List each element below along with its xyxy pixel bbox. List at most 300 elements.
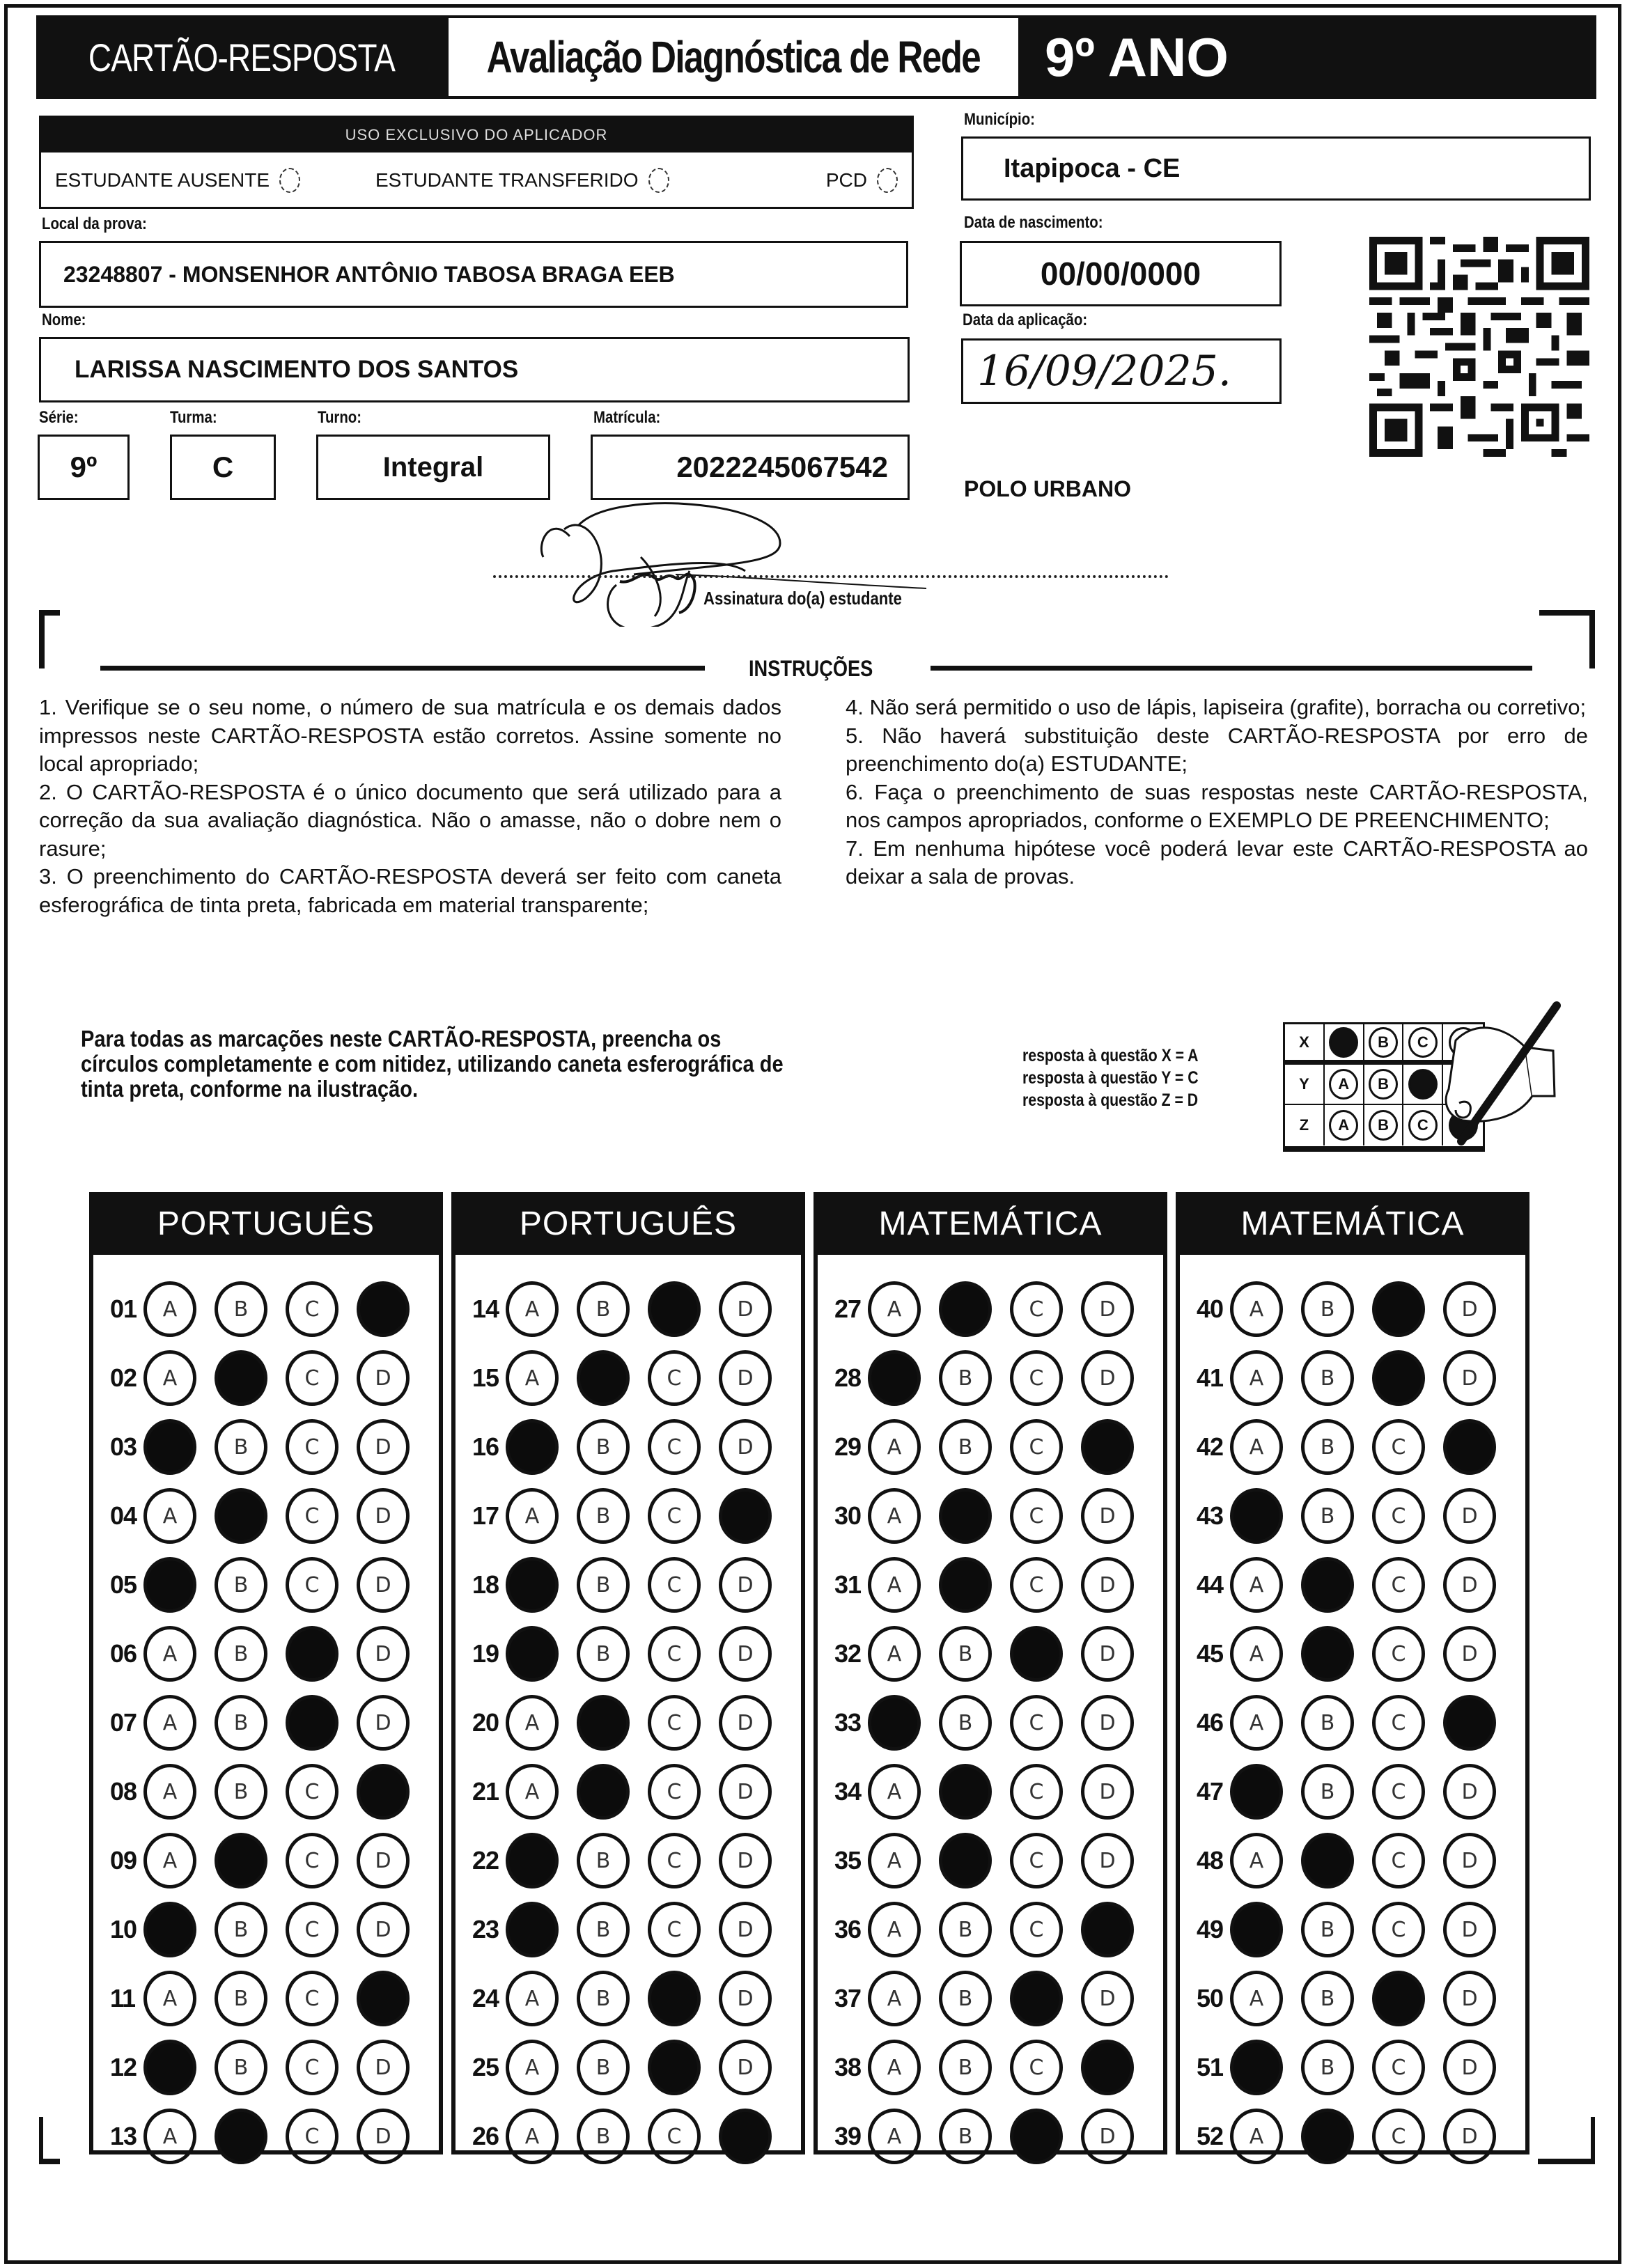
local-field [39,241,908,308]
answer-bubble-filled[interactable] [506,1833,559,1888]
answer-bubble[interactable]: D [1443,2109,1496,2164]
answer-bubble[interactable]: C [1372,1695,1425,1751]
answer-row [1180,2033,1525,2102]
answer-bubble-filled[interactable] [1230,1488,1283,1544]
answer-bubble[interactable]: D [357,2040,410,2095]
question-number: 18 [472,1570,499,1599]
answer-bubble[interactable]: D [1443,2040,1496,2095]
answer-bubble-filled[interactable] [1081,2040,1134,2095]
answer-bubble-filled[interactable] [1081,1419,1134,1475]
answer-bubble-filled[interactable] [286,1626,338,1682]
answer-bubble[interactable]: A [868,1833,921,1888]
answer-bubble-filled[interactable] [577,1695,630,1751]
question-number: 36 [834,1915,862,1944]
answer-bubble-filled[interactable] [215,1488,267,1544]
enrollment-label: Matrícula: [593,408,661,427]
applicator-box [39,116,914,209]
signature-line[interactable] [493,575,1169,578]
answer-bubble-filled[interactable] [1010,2109,1063,2164]
answer-bubble[interactable]: A [1230,2109,1283,2164]
answer-bubble[interactable]: D [1443,1971,1496,2026]
signature-label: Assinatura do(a) estudante [703,588,902,609]
grade-value: 9º [70,451,98,483]
example-bubble: C [1408,1027,1438,1058]
answer-bubble[interactable]: A [506,1695,559,1751]
answer-bubble[interactable]: A [143,1281,196,1337]
answer-bubble[interactable]: B [215,1971,267,2026]
answer-bubble[interactable]: C [1372,1833,1425,1888]
answer-bubble[interactable]: D [357,1902,410,1957]
instruction-item: 3. O preenchimento do CARTÃO-RESPOSTA deverá ser feito com caneta esferográfica de tinta preta, fabricada em material transparente; [39,864,781,917]
answer-bubble-filled[interactable] [143,2040,196,2095]
question-number: 35 [834,1846,862,1875]
answer-bubble[interactable]: B [215,1626,267,1682]
answer-bubble[interactable]: C [286,1488,338,1544]
answer-bubble[interactable]: D [357,1695,410,1751]
answer-bubble-filled[interactable] [506,1902,559,1957]
question-number: 52 [1197,2122,1224,2150]
municipio-label: Município: [964,110,1035,129]
answer-bubble[interactable]: B [577,1419,630,1475]
answer-bubble[interactable]: D [357,2109,410,2164]
corner-mark-bottom-right-h [1538,2159,1595,2164]
answer-column-1 [89,1246,443,2154]
answer-bubble[interactable]: C [1010,1902,1063,1957]
answer-column-3 [814,1246,1167,2154]
answer-bubble[interactable]: C [648,1488,701,1544]
answer-bubble[interactable]: B [939,1695,992,1751]
answer-bubble[interactable]: D [1081,1971,1134,2026]
answer-bubble[interactable]: C [1372,1419,1425,1475]
answer-bubble[interactable]: A [868,1764,921,1820]
answer-bubble[interactable]: A [506,1488,559,1544]
answer-bubble-filled[interactable] [357,1971,410,2026]
answer-bubble[interactable]: C [286,1281,338,1337]
answer-row [818,1412,1163,1482]
answer-bubble[interactable]: D [1443,1557,1496,1613]
answer-bubble[interactable]: D [1081,1695,1134,1751]
answer-bubble[interactable]: B [939,1626,992,1682]
answer-bubble[interactable]: C [648,2109,701,2164]
answer-row [93,1481,439,1551]
answer-bubble-filled[interactable] [939,1833,992,1888]
question-number: 50 [1197,1984,1224,2012]
answer-bubble[interactable]: C [1372,1902,1425,1957]
answer-row [1180,2102,1525,2171]
answer-bubble-filled[interactable] [506,1557,559,1613]
answer-bubble[interactable]: C [286,1902,338,1957]
application-date-value: 16/09/2025. [977,347,1231,396]
assessment-title-box [449,18,1018,96]
question-number: 06 [110,1639,137,1668]
answer-bubble[interactable]: C [648,1419,701,1475]
answer-row [1180,1343,1525,1413]
answer-bubble[interactable]: C [1010,1764,1063,1820]
answer-bubble[interactable]: D [1081,1557,1134,1613]
answer-bubble[interactable]: D [719,1764,772,1820]
answer-bubble[interactable]: A [1230,1557,1283,1613]
answer-bubble[interactable]: B [939,1902,992,1957]
answer-bubble[interactable]: C [648,1350,701,1406]
application-date-label: Data da aplicação: [963,311,1088,329]
answer-bubble[interactable]: B [1301,1419,1354,1475]
answer-bubble[interactable]: D [357,1419,410,1475]
enrollment-value: 2022245067542 [676,451,888,483]
answer-bubble-filled[interactable] [1010,1971,1063,2026]
answer-bubble[interactable]: B [1301,1764,1354,1820]
answer-bubble[interactable]: D [1081,1764,1134,1820]
instruction-item: 5. Não haverá substituição deste CARTÃO-RESPOSTA por erro de preenchimento do(a) ESTUDANTE; [846,723,1588,776]
answer-bubble[interactable]: C [1372,1557,1425,1613]
answer-row [93,1550,439,1620]
answer-bubble[interactable]: B [939,1350,992,1406]
answer-bubble[interactable]: D [357,1488,410,1544]
answer-bubble[interactable]: B [1301,2040,1354,2095]
answer-bubble[interactable]: A [506,1281,559,1337]
answer-bubble[interactable]: D [1081,1281,1134,1337]
answer-bubble-filled[interactable] [1230,1764,1283,1820]
answer-bubble[interactable]: C [648,1902,701,1957]
answer-bubble[interactable]: B [215,2040,267,2095]
answer-bubble[interactable]: B [577,1626,630,1682]
answer-bubble[interactable]: D [719,1350,772,1406]
answer-bubble[interactable]: C [648,1833,701,1888]
answer-bubble-filled[interactable] [1443,1419,1496,1475]
answer-bubble[interactable]: A [868,1488,921,1544]
answer-bubble-filled[interactable] [1301,2109,1354,2164]
answer-row [93,1895,439,1964]
answer-bubble-filled[interactable] [1301,1557,1354,1613]
answer-bubble[interactable]: D [357,1350,410,1406]
answer-bubble[interactable]: B [577,1281,630,1337]
answer-bubble[interactable]: A [868,1971,921,2026]
answer-bubble[interactable]: C [286,1971,338,2026]
answer-row [1180,1688,1525,1758]
answer-bubble[interactable]: B [215,1557,267,1613]
answer-bubble-filled[interactable] [939,1764,992,1820]
answer-bubble[interactable]: D [1081,2109,1134,2164]
answer-row [93,2102,439,2171]
answer-row [1180,1964,1525,2033]
answer-bubble[interactable]: D [357,1626,410,1682]
answer-bubble[interactable]: B [1301,1350,1354,1406]
fill-instructions: Para todas as marcações neste CARTÃO-RESPOSTA, preencha os círculos completamente e com nitidez, utilizando caneta esferográfica de tinta preta, conforme na ilustração. [81,1026,784,1102]
answer-row [456,1343,801,1413]
question-number: 24 [472,1984,499,2012]
answer-bubble-filled[interactable] [1372,1281,1425,1337]
answer-bubble[interactable]: A [868,1281,921,1337]
answer-bubble[interactable]: A [506,1764,559,1820]
answer-bubble[interactable]: C [286,1419,338,1475]
answer-row [1180,1481,1525,1551]
option-transferred[interactable] [375,168,793,193]
answer-bubble[interactable]: A [506,1350,559,1406]
answer-bubble-filled[interactable] [719,2109,772,2164]
answer-bubble-filled[interactable] [143,1419,196,1475]
name-value: LARISSA NASCIMENTO DOS SANTOS [75,356,519,383]
answer-bubble[interactable]: B [577,1902,630,1957]
option-pcd-bubble[interactable] [877,168,898,193]
answer-bubble[interactable]: B [577,2109,630,2164]
answer-bubble[interactable]: D [719,1557,772,1613]
answer-bubble-filled[interactable] [1301,1626,1354,1682]
answer-bubble[interactable]: D [1443,1833,1496,1888]
answer-bubble[interactable]: B [577,1488,630,1544]
question-number: 46 [1197,1708,1224,1737]
answer-bubble[interactable]: C [1010,1695,1063,1751]
corner-mark-bottom-left [39,2117,43,2163]
answer-bubble-filled[interactable] [868,1350,921,1406]
answer-row [93,1343,439,1413]
answer-bubble[interactable]: D [1443,1281,1496,1337]
question-number: 49 [1197,1915,1224,1944]
corner-mark-bottom-left-h [39,2159,60,2164]
question-number: 17 [472,1501,499,1530]
answer-row [456,1757,801,1827]
answer-bubble[interactable]: A [143,2109,196,2164]
answer-bubble[interactable]: C [286,1833,338,1888]
answer-bubble[interactable]: B [939,2040,992,2095]
answer-bubble[interactable]: C [648,1626,701,1682]
answer-bubble[interactable]: A [1230,1419,1283,1475]
answer-row [456,1550,801,1620]
answer-bubble[interactable]: B [1301,1488,1354,1544]
answer-bubble[interactable]: A [868,1902,921,1957]
question-number: 28 [834,1363,862,1392]
option-transferred-bubble[interactable] [648,168,669,193]
question-number: 33 [834,1708,862,1737]
answer-bubble[interactable]: D [1443,1488,1496,1544]
answer-bubble[interactable]: D [1081,1626,1134,1682]
answer-bubble[interactable]: A [868,2109,921,2164]
example-legend [1022,1045,1199,1111]
municipio-value: Itapipoca - CE [1004,153,1181,183]
applicator-title: USO EXCLUSIVO DO APLICADOR [41,118,912,152]
answer-bubble-filled[interactable] [357,1281,410,1337]
answer-bubble[interactable]: D [719,2040,772,2095]
answer-bubble[interactable]: A [1230,1971,1283,2026]
answer-bubble[interactable]: C [286,1764,338,1820]
answer-bubble[interactable]: D [1443,1350,1496,1406]
answer-bubble-filled[interactable] [143,1557,196,1613]
option-pcd[interactable] [826,168,898,193]
shift-label: Turno: [318,408,362,427]
answer-bubble[interactable]: D [1081,1833,1134,1888]
answer-row [818,2033,1163,2102]
answer-bubble[interactable]: C [1010,1419,1063,1475]
answer-bubble[interactable]: D [1443,1626,1496,1682]
answer-bubble[interactable]: B [1301,1281,1354,1337]
answer-bubble[interactable]: A [1230,1350,1283,1406]
answer-bubble[interactable]: B [577,1971,630,2026]
application-date-field[interactable] [961,338,1282,404]
answer-bubble[interactable]: C [286,2040,338,2095]
section-header-1: PORTUGUÊS [89,1192,443,1255]
answer-bubble-filled[interactable] [939,1281,992,1337]
answer-bubble[interactable]: A [143,1971,196,2026]
answer-bubble[interactable]: C [1010,2040,1063,2095]
answer-bubble-filled[interactable] [648,1971,701,2026]
answer-bubble[interactable]: C [648,1695,701,1751]
answer-bubble[interactable]: D [357,1833,410,1888]
answer-row [93,1688,439,1758]
answer-bubble[interactable]: C [1010,1488,1063,1544]
question-number: 16 [472,1432,499,1461]
question-number: 03 [110,1432,137,1461]
question-number: 12 [110,2053,137,2081]
answer-bubble-filled[interactable] [648,2040,701,2095]
answer-bubble-filled[interactable] [1372,1350,1425,1406]
answer-bubble[interactable]: A [506,2040,559,2095]
answer-bubble-filled[interactable] [1230,1902,1283,1957]
answer-bubble[interactable]: A [143,1764,196,1820]
answer-bubble-filled[interactable] [506,1626,559,1682]
answer-bubble[interactable]: C [1372,1764,1425,1820]
answer-bubble-filled[interactable] [215,1350,267,1406]
answer-bubble[interactable]: A [143,1488,196,1544]
answer-bubble[interactable]: C [1372,2040,1425,2095]
answer-bubble[interactable]: A [143,1626,196,1682]
qr-code-icon [1369,237,1589,457]
answer-bubble-filled[interactable] [215,2109,267,2164]
answer-bubble[interactable]: C [1010,1350,1063,1406]
answer-bubble[interactable]: D [1443,1764,1496,1820]
answer-bubble[interactable]: B [215,1902,267,1957]
example-bubble: B [1369,1027,1398,1058]
answer-bubble[interactable]: D [1081,1488,1134,1544]
answer-row [818,1619,1163,1689]
answer-bubble[interactable]: A [868,1626,921,1682]
answer-bubble[interactable]: A [868,1557,921,1613]
answer-bubble-filled[interactable] [577,1764,630,1820]
answer-bubble[interactable]: D [719,1833,772,1888]
question-number: 48 [1197,1846,1224,1875]
instruction-item: 7. Em nenhuma hipótese você poderá levar este CARTÃO-RESPOSTA ao deixar a sala de provas. [846,836,1588,889]
answer-bubble[interactable]: C [1372,1626,1425,1682]
answer-bubble[interactable]: D [719,1419,772,1475]
question-number: 34 [834,1777,862,1806]
class-value: C [212,451,234,483]
answer-bubble[interactable]: A [506,1971,559,2026]
answer-row [456,1619,801,1689]
answer-bubble[interactable]: B [939,1971,992,2026]
answer-bubble-filled[interactable] [1230,2040,1283,2095]
answer-bubble[interactable]: C [1372,2109,1425,2164]
answer-bubble[interactable]: A [1230,1281,1283,1337]
answer-bubble[interactable]: C [648,1764,701,1820]
answer-bubble-filled[interactable] [143,1902,196,1957]
answer-bubble-filled[interactable] [719,1488,772,1544]
answer-bubble[interactable]: B [215,1695,267,1751]
instructions-right [846,694,1588,891]
answer-bubble-filled[interactable] [1081,1902,1134,1957]
birthdate-field [960,241,1282,306]
answer-bubble[interactable]: D [719,1902,772,1957]
answer-bubble[interactable]: B [577,2040,630,2095]
question-number: 08 [110,1777,137,1806]
answer-bubble-filled[interactable] [215,1833,267,1888]
answer-bubble[interactable]: B [939,1419,992,1475]
answer-bubble-filled[interactable] [577,1350,630,1406]
answer-bubble[interactable]: C [1010,1281,1063,1337]
answer-bubble[interactable]: B [215,1419,267,1475]
answer-bubble[interactable]: A [506,2109,559,2164]
answer-bubble[interactable]: B [1301,1695,1354,1751]
answer-bubble[interactable]: A [1230,1695,1283,1751]
question-number: 22 [472,1846,499,1875]
answer-bubble-filled[interactable] [506,1419,559,1475]
answer-bubble[interactable]: A [868,1419,921,1475]
answer-bubble[interactable]: A [1230,1626,1283,1682]
answer-bubble[interactable]: C [286,1350,338,1406]
answer-bubble[interactable]: A [868,2040,921,2095]
answer-bubble[interactable]: A [143,1350,196,1406]
answer-bubble[interactable]: B [577,1833,630,1888]
option-absent-bubble[interactable] [279,168,300,193]
answer-bubble[interactable]: A [143,1833,196,1888]
example-bubble: B [1369,1069,1398,1100]
answer-bubble[interactable]: B [215,1281,267,1337]
answer-column-2 [451,1246,805,2154]
answer-bubble-filled[interactable] [648,1281,701,1337]
answer-bubble[interactable]: D [719,1281,772,1337]
answer-bubble-filled[interactable] [939,1557,992,1613]
answer-row [1180,1619,1525,1689]
answer-bubble[interactable]: D [1081,1350,1134,1406]
answer-bubble[interactable]: D [357,1557,410,1613]
answer-row [1180,1274,1525,1344]
answer-bubble-filled[interactable] [1301,1833,1354,1888]
question-number: 37 [834,1984,862,2012]
answer-bubble[interactable]: D [719,1626,772,1682]
answer-bubble[interactable]: B [215,1764,267,1820]
answer-bubble[interactable]: C [1010,1833,1063,1888]
answer-bubble[interactable]: B [1301,1902,1354,1957]
answer-bubble[interactable]: C [1010,1557,1063,1613]
answer-bubble[interactable]: A [1230,1833,1283,1888]
answer-bubble[interactable]: C [648,1557,701,1613]
answer-bubble[interactable]: B [939,2109,992,2164]
answer-bubble[interactable]: C [286,1557,338,1613]
answer-bubble-filled[interactable] [1372,1971,1425,2026]
answer-bubble-filled[interactable] [868,1695,921,1751]
option-pcd-label: PCD [825,169,867,191]
question-number: 11 [110,1984,136,2012]
answer-bubble-filled[interactable] [1443,1695,1496,1751]
answer-bubble[interactable]: D [719,1971,772,2026]
answer-row [818,1274,1163,1344]
answer-bubble-filled[interactable] [1010,1626,1063,1682]
answer-row [93,1274,439,1344]
answer-bubble-filled[interactable] [939,1488,992,1544]
corner-mark-top-left [39,611,45,668]
option-absent[interactable] [55,168,375,193]
answer-bubble[interactable]: C [1372,1488,1425,1544]
answer-bubble-filled[interactable] [357,1764,410,1820]
question-number: 23 [472,1915,499,1944]
answer-row [456,1481,801,1551]
answer-bubble[interactable]: B [577,1557,630,1613]
example-legend-z: resposta à questão Z = D [1022,1090,1199,1110]
answer-bubble-filled[interactable] [286,1695,338,1751]
answer-bubble[interactable]: A [143,1695,196,1751]
answer-bubble[interactable]: D [719,1695,772,1751]
answer-bubble[interactable]: B [1301,1971,1354,2026]
answer-bubble[interactable]: C [286,2109,338,2164]
instruction-item: 6. Faça o preenchimento de suas respostas neste CARTÃO-RESPOSTA, nos campos apropriados, conforme o EXEMPLO DE PREENCHIMENTO; [846,779,1588,832]
answer-bubble[interactable]: D [1443,1902,1496,1957]
name-label: Nome: [42,311,86,329]
